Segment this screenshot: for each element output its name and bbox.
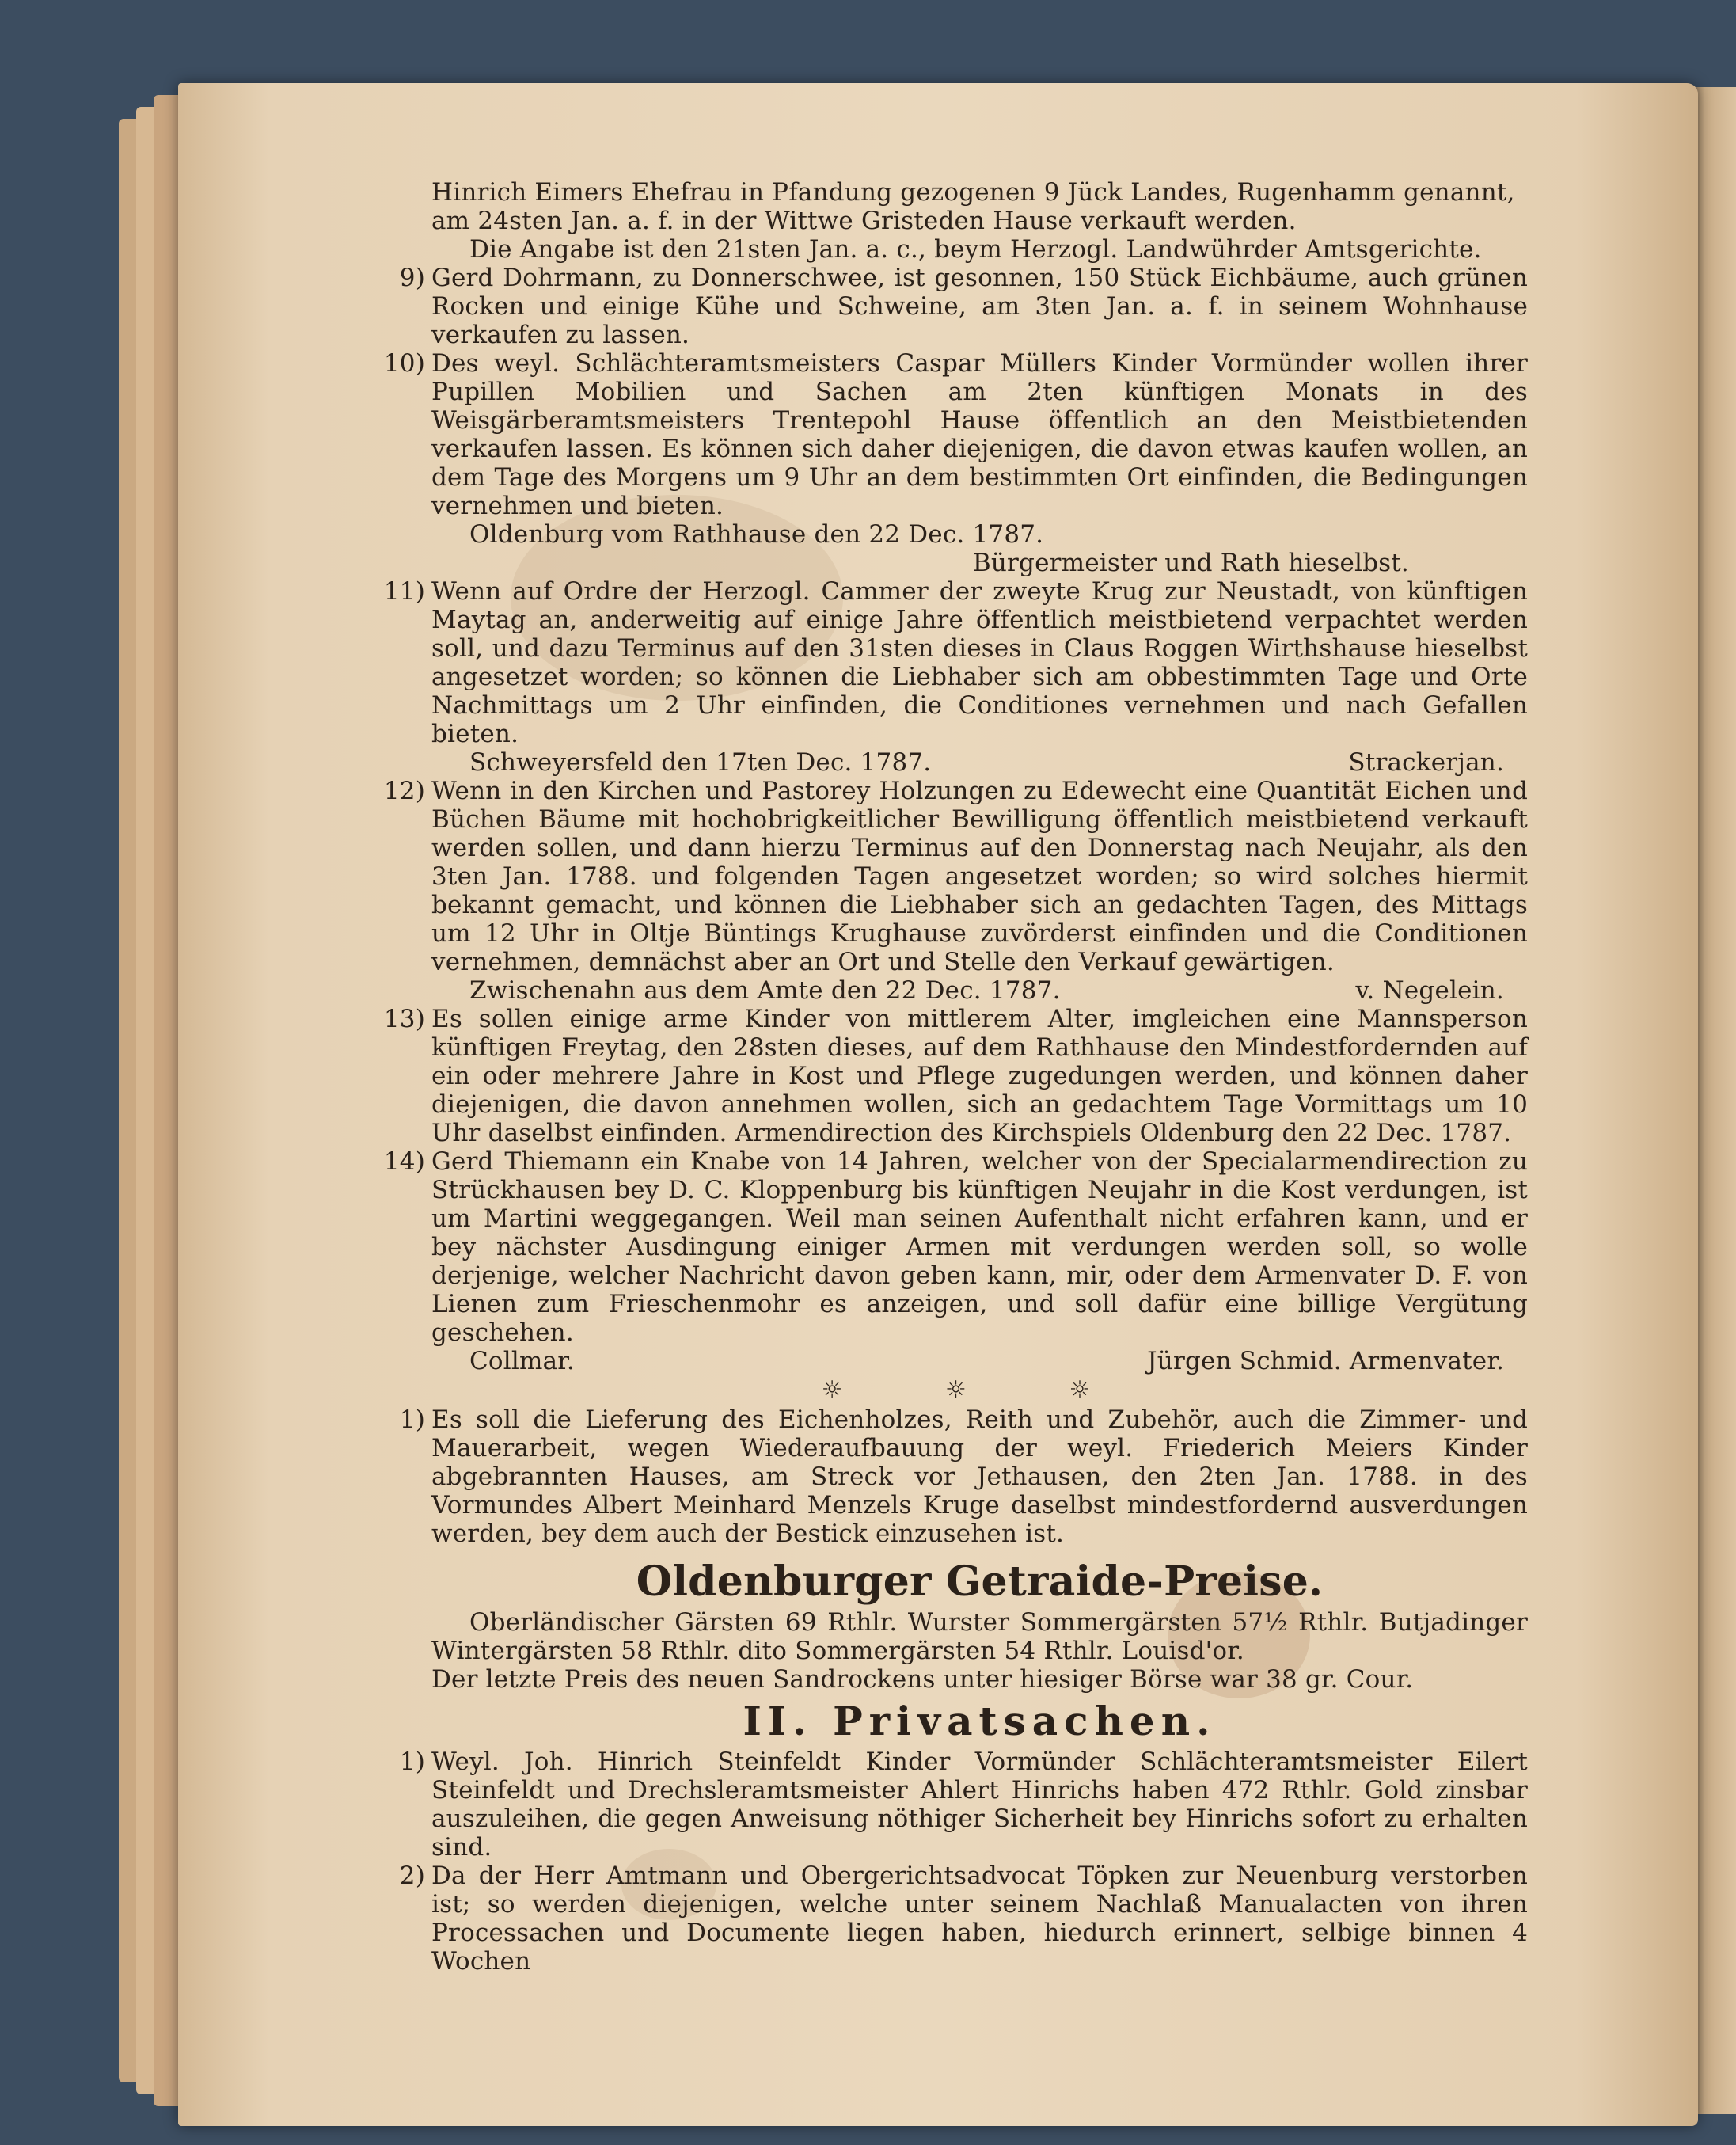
notice-footer: [431, 748, 1528, 777]
notice-place: Collmar.: [469, 1347, 575, 1375]
notice-text: Wenn in den Kirchen und Pastorey Holzungen zu Edewecht eine Quantität Eichen und Büchen Bäume mit hochobrigkeitlicher Bewilligung öffentlich meistbietend verkauft werden sollen, und dann hierzu Terminus auf den Donnerstag nach Neujahr, als den 3ten Jan. 1788. und folgenden Tagen angesetzet worden; so wird solches hiermit bekannt gemacht, und können die Liebhaber sich an gedachten Tagen, des Mittags um 12 Uhr in Oltje Büntings Krughause zuvörderst einfinden und die Conditionen vernehmen, demnächst aber an Ort und Stelle den Verkauf gewärtigen.: [431, 777, 1528, 976]
notice-text: Wenn auf Ordre der Herzogl. Cammer der zweyte Krug zur Neustadt, von künftigen Maytag an, anderweitig auf einige Jahre öffentlich meistbietend verpachtet werden soll, und dazu Terminus auf den 31sten dieses in Claus Roggen Wirthshause hieselbst angesetzet worden; so können die Liebhaber sich am obbestimmten Tage und Orte Nachmittags um 2 Uhr einfinden, die Conditiones vernehmen und nach Gefallen bieten.: [431, 577, 1528, 748]
notice-text: Weyl. Joh. Hinrich Steinfeldt Kinder Vormünder Schlächteramtsmeister Eilert Steinfeldt und Drechsleramtsmeister Ahlert Hinrichs haben 472 Rthlr. Gold zinsbar auszuleihen, die gegen Anweisung nöthiger Sicherheit bey Hinrichs sofort zu erhalten sind.: [431, 1748, 1528, 1862]
notice-text: Es sollen einige arme Kinder von mittlerem Alter, imgleichen eine Mannsperson künftigen Freytag, den 28sten dieses, auf dem Rathhause den Mindestfordernden auf ein oder mehrere Jahre in Kost und Pflege zugedungen werden, und können daher diejenigen, die davon annehmen wollen, sich an gedachtem Tage Vormittags um 10 Uhr daselbst einfinden. Armendirection des Kirchspiels Oldenburg den 22 Dec. 1787.: [431, 1005, 1528, 1147]
notice-13: [383, 1005, 1528, 1147]
notice-12: [383, 777, 1528, 976]
notice-number: 11): [383, 577, 425, 606]
text-line: Die Angabe ist den 21sten Jan. a. c., beym Herzogl. Landwührder Amtsgerichte.: [469, 235, 1482, 264]
notice-date: Zwischenahn aus dem Amte den 22 Dec. 1787.: [469, 976, 1061, 1005]
notice-text: Da der Herr Amtmann und Obergerichtsadvocat Töpken zur Neuenburg verstorben ist; so werden diejenigen, welche unter seinem Nachlaß Manualacten von ihren Processachen und Documente liegen haben, hiedurch erinnert, selbige binnen 4 Wochen: [431, 1862, 1528, 1976]
notice-number: 10): [383, 349, 425, 378]
notice-text: Gerd Thiemann ein Knabe von 14 Jahren, welcher von der Specialarmendirection zu Strückhausen bey D. C. Kloppenburg bis künftigen Neujahr in die Kost verdungen, ist um Martini weggegangen. Weil man seinen Aufenthalt nicht erfahren kann, und er bey nächster Ausdingung einiger Armen mit verdungen werden soll, so wolle derjenige, welcher Nachricht davon geben kann, mir, oder dem Armenvater D. F. von Lienen zum Frieschenmohr es anzeigen, und soll dafür eine billige Vergütung geschehen.: [431, 1147, 1528, 1347]
notice-text: Gerd Dohrmann, zu Donnerschwee, ist gesonnen, 150 Stück Eichbäume, auch grünen Rocken und einige Kühe und Schweine, am 3ten Jan. a. f. in seinem Wohnhause verkaufen zu lassen.: [431, 264, 1528, 349]
notice-1-building: [399, 1405, 1528, 1548]
notice-number: 1): [399, 1405, 425, 1434]
notice-number: 13): [383, 1005, 425, 1033]
notice-date: Oldenburg vom Rathhause den 22 Dec. 1787.: [469, 520, 1044, 549]
notice-10: [383, 349, 1528, 520]
notice-signature: Bürgermeister und Rath hieselbst.: [972, 549, 1409, 577]
notice-text: Es soll die Lieferung des Eichenholzes, Reith und Zubehör, auch die Zimmer- und Mauerarbeit, wegen Wiederaufbauung der weyl. Friederich Meiers Kinder abgebrannten Hauses, am Streck vor Jethausen, den 2ten Jan. 1788. in des Vormundes Albert Meinhard Menzels Kruge daselbst mindestfordernd ausverdungen werden, bey dem auch der Bestick einzusehen ist.: [431, 1405, 1528, 1548]
notice-signature: Jürgen Schmid. Armenvater.: [1147, 1347, 1504, 1375]
notice-signature: v. Negelein.: [1355, 976, 1504, 1005]
ornament-divider: ☼ ☼ ☼: [821, 1376, 1138, 1404]
section-heading-grain-prices: Oldenburger Getraide-Preise.: [636, 1557, 1324, 1606]
notice-date: Schweyersfeld den 17ten Dec. 1787.: [469, 748, 932, 777]
notice-9: [399, 264, 1528, 349]
text-line: am 24sten Jan. a. f. in der Wittwe Gristeden Hause verkauft werden.: [431, 207, 1297, 235]
text-line: Hinrich Eimers Ehefrau in Pfandung gezogenen 9 Jück Landes, Rugenhamm genannt,: [431, 178, 1515, 207]
notice-number: 12): [383, 777, 425, 805]
grain-prices: Oberländischer Gärsten 69 Rthlr. Wurster Sommergärsten 57½ Rthlr. Butjadinger Wintergärsten 58 Rthlr. dito Sommergärsten 54 Rthlr. Louisd'or.: [431, 1608, 1528, 1665]
notice-signature: Strackerjan.: [1348, 748, 1504, 777]
private-notice-2: [399, 1862, 1528, 1976]
notice-number: 14): [383, 1147, 425, 1176]
notice-text: Des weyl. Schlächteramtsmeisters Caspar Müllers Kinder Vormünder wollen ihrer Pupillen Mobilien und Sachen am 2ten künftigen Monats in des Weisgärberamtsmeisters Trentepohl Hause öffentlich an den Meistbietenden verkaufen lassen. Es können sich daher diejenigen, die davon etwas kaufen wollen, an dem Tage des Morgens um 9 Uhr an dem bestimmten Ort einfinden, die Bedingungen vernehmen und bieten.: [431, 349, 1528, 520]
notice-footer: [431, 1347, 1528, 1375]
private-notice-1: [399, 1748, 1528, 1862]
notice-number: 1): [399, 1748, 425, 1776]
notice-number: 9): [399, 264, 425, 292]
notice-footer: [431, 976, 1528, 1005]
notice-11: [383, 577, 1528, 748]
section-heading-private: II. Privatsachen.: [743, 1698, 1217, 1744]
rye-price: Der letzte Preis des neuen Sandrockens unter hiesiger Börse war 38 gr. Cour.: [431, 1665, 1414, 1694]
page-text: [383, 178, 1528, 1976]
notice-14: [383, 1147, 1528, 1347]
notice-number: 2): [399, 1862, 425, 1890]
